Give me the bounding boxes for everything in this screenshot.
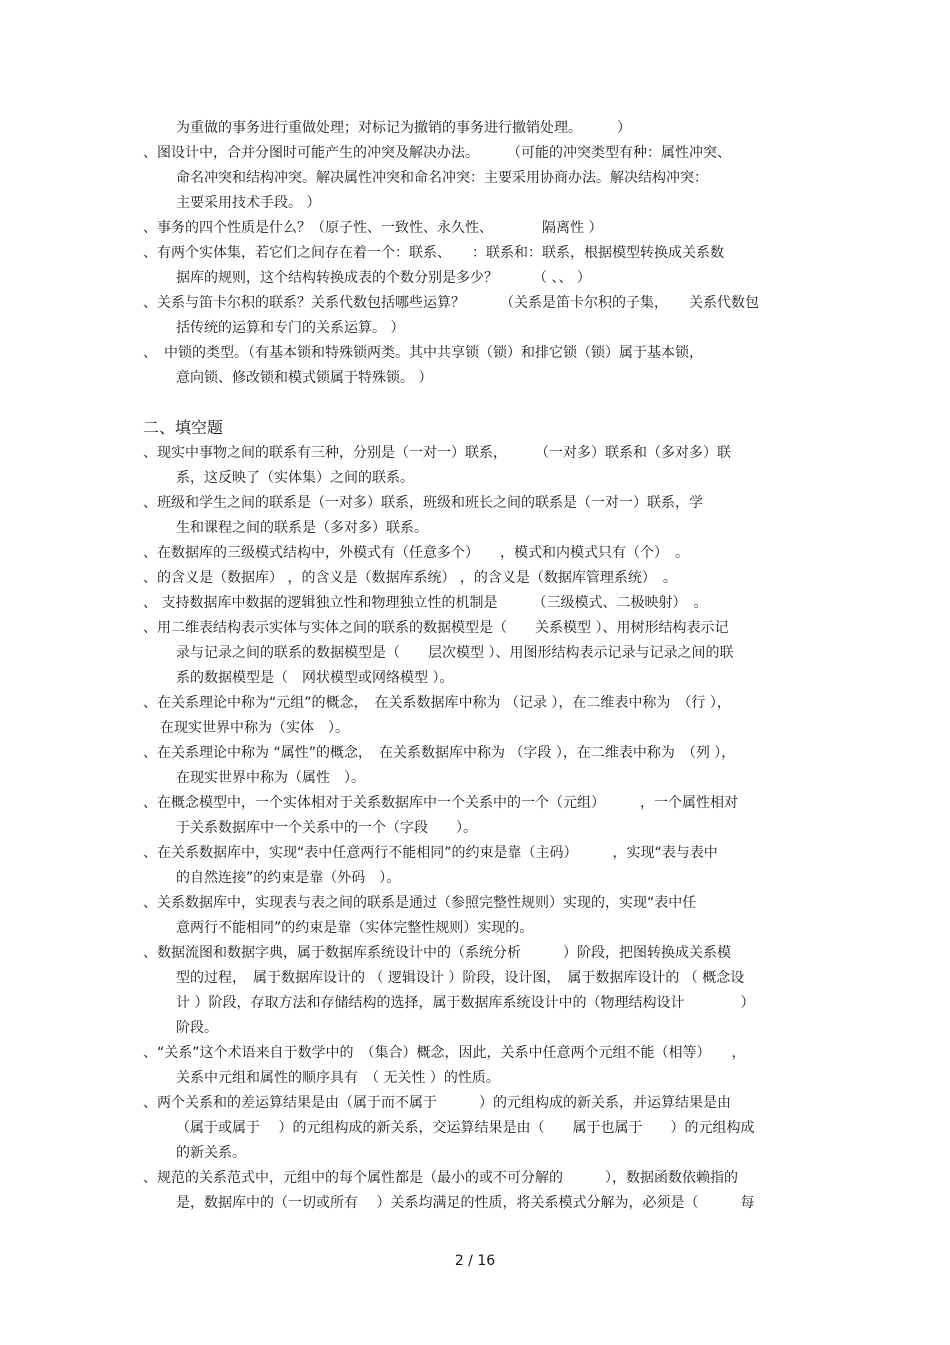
s2-line-5: 、在数据库的三级模式结构中，外模式有（任意多个） ，模式和内模式只有（个） 。 (143, 545, 689, 561)
s2-line-24: 阶段。 (176, 1020, 218, 1036)
s2-line-16: 于关系数据库中一个关系中的一个（字段 ）。 (176, 820, 477, 836)
s2-line-20: 意两行不能相同”的约束是靠（实体完整性规则）实现的。 (176, 920, 534, 936)
s2-line-4: 生和课程之间的联系是（多对多）联系。 (176, 520, 428, 536)
s2-line-22: 型的过程， 属于数据库设计的 （ 逻辑设计 ）阶段，设计图， 属于数据库设计的 （ 概念设 (176, 970, 745, 986)
s2-line-14: 在现实世界中称为（属性 ）。 (176, 770, 365, 786)
s2-line-25: 、“关系”这个术语来自于数学中的 （集合）概念，因此，关系中任意两个元组不能（相等） ， (143, 1045, 746, 1061)
s2-line-29: 的新关系。 (176, 1145, 246, 1161)
s2-line-2: 系，这反映了（实体集）之间的联系。 (176, 470, 414, 486)
s2-line-6: 、的含义是（数据库） ，的含义是（数据库系统） ，的含义是（数据库管理系统） 。 (143, 570, 677, 586)
s2-line-10: 系的数据模型是（ 网状模型或网络模型 ）。 (176, 670, 454, 686)
s2-line-8: 、用二维表结构表示实体与实体之间的联系的数据模型是（ 关系模型 ）、用树形结构表示记 (143, 620, 729, 636)
s2-line-11: 、在关系理论中称为“元组”的概念， 在关系数据库中称为 （记录 ），在二维表中称为 （行 ）， (143, 695, 731, 711)
s2-line-27: 、两个关系和的差运算结果是由（属于而不属于 ）的元组构成的新关系，并运算结果是由 (143, 1095, 731, 1111)
s1-line-11: 意向锁、修改锁和模式锁属于特殊锁。 ） (176, 370, 433, 386)
s2-line-23: 计 ）阶段，存取方法和存储结构的选择，属于数据库系统设计中的（物理结构设计 ） (176, 995, 755, 1011)
page-number: 2 / 16 (454, 1253, 496, 1269)
s2-line-9: 录与记录之间的联系的数据模型是（ 层次模型 ）、用图形结构表示记录与记录之间的联 (176, 645, 734, 661)
s2-line-12: 在现实世界中称为（实体 ）。 (160, 720, 349, 736)
s1-line-3: 命名冲突和结构冲突。解决属性冲突和命名冲突：主要采用协商办法。解决结构冲突： (176, 170, 708, 186)
s2-line-30: 、规范的关系范式中，元组中的每个属性都是（最小的或不可分解的 ），数据函数依赖指的 (143, 1170, 738, 1186)
s2-line-13: 、在关系理论中称为 “属性”的概念， 在关系数据库中称为 （字段 ），在二维表中称为 （列 ）， (143, 745, 736, 761)
s1-line-5: 、事务的四个性质是什么？（原子性、一致性、永久性、 隔离性 ） (143, 220, 603, 236)
s2-line-18: 的自然连接”的约束是靠（外码 ）。 (176, 870, 401, 886)
s1-line-10: 、 中锁的类型。（有基本锁和特殊锁两类。其中共享锁（锁）和排它锁（锁）属于基本锁， (143, 345, 703, 361)
section-heading-fill-in: 二、填空题 (143, 418, 224, 437)
s2-line-26: 关系中元组和属性的顺序具有 （ 无关性 ）的性质。 (176, 1070, 500, 1086)
s2-line-28: （属于或属于 ）的元组构成的新关系，交运算结果是由（ 属于也属于 ）的元组构成 (176, 1120, 755, 1136)
s2-line-7: 、 支持数据库中数据的逻辑独立性和物理独立性的机制是 （三级模式、二极映射） 。 (143, 595, 708, 611)
s1-line-8: 、关系与笛卡尔积的联系？关系代数包括哪些运算？ （关系是笛卡尔积的子集， 关系代数包 (143, 295, 759, 311)
s1-line-2: 、图设计中，合并分图时可能产生的冲突及解决办法。 （可能的冲突类型有种：属性冲突、 (143, 145, 731, 161)
s2-line-21: 、数据流图和数据字典，属于数据库系统设计中的（系统分析 ）阶段，把图转换成关系模 (143, 945, 731, 961)
s2-line-31: 是，数据库中的（一切或所有 ）关系均满足的性质，将关系模式分解为，必须是（ 每 (176, 1195, 755, 1211)
s1-line-1: 为重做的事务进行重做处理；对标记为撤销的事务进行撤销处理。 ） (176, 120, 631, 136)
s2-line-3: 、班级和学生之间的联系是（一对多）联系，班级和班长之间的联系是（一对一）联系，学 (143, 495, 703, 511)
s2-line-15: 、在概念模型中，一个实体相对于关系数据库中一个关系中的一个（元组） ，一个属性相对 (143, 795, 738, 811)
s2-line-17: 、在关系数据库中，实现“表中任意两行不能相同”的约束是靠（主码） ，实现“表与表中 (143, 845, 718, 861)
s2-line-1: 、现实中事物之间的联系有三种，分别是（一对一）联系， （一对多）联系和（多对多）联 (143, 445, 731, 461)
s1-line-6: 、有两个实体集，若它们之间存在着一个：联系、 ：联系和：联系，根据模型转换成关系数 (143, 245, 724, 261)
s1-line-7: 据库的规则，这个结构转换成表的个数分别是多少？ （ 、、 ） (176, 270, 591, 286)
s1-line-9: 括传统的运算和专门的关系运算。 ） (176, 320, 405, 336)
s1-line-4: 主要采用技术手段。 ） (176, 195, 321, 211)
s2-line-19: 、关系数据库中，实现表与表之间的联系是通过（参照完整性规则）实现的，实现“表中任 (143, 895, 697, 911)
